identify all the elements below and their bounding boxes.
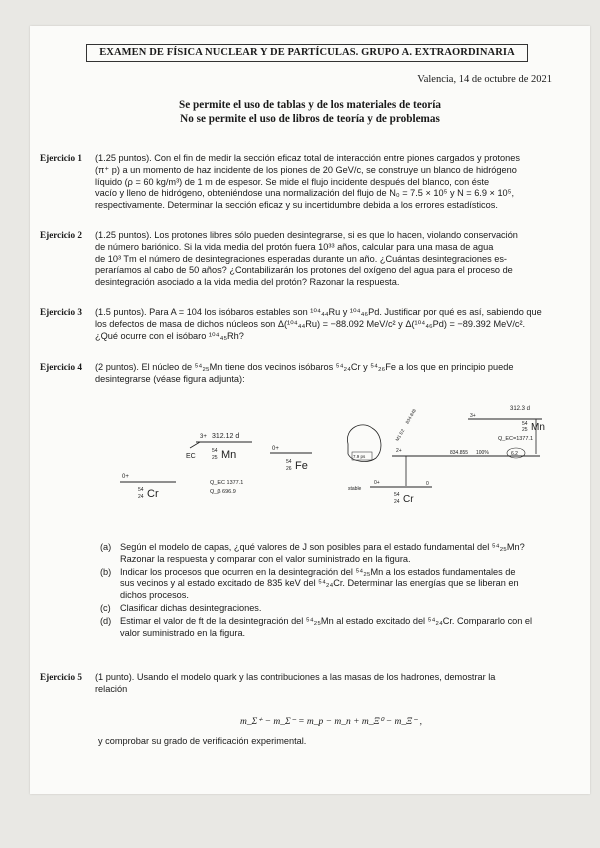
exercise-text-line: de 10³ Tm el número de desintegraciones esperadas durante un año. ¿Cuántas desintegraciones es- <box>95 253 507 264</box>
exercise-text-line: los defectos de masa de dichos núcleos son Δ(¹⁰⁴₄₄Ru) = −88.092 MeV/c² y Δ(¹⁰⁴₄₆Pd) = −89.392 MeV/c². <box>95 318 526 329</box>
right-halflife-label: 312.3 d <box>510 406 531 412</box>
exercise-label: Ejercicio 5 <box>40 672 82 682</box>
exercise-5 <box>40 672 554 696</box>
exercise-text-line: líquido (ρ = 60 kg/m³) de 1 m de espesor. Se mide el flujo incidente después del blanco, con éste <box>95 176 490 187</box>
note-not-allowed: No se permite el uso de libros de teoría y de problemas <box>180 113 440 125</box>
sub-item-line: dichos procesos. <box>120 590 189 601</box>
exercise-text-line: respectivamente. Determinar la sección eficaz y su incertidumbre debida a los errores estadísticos. <box>95 200 498 211</box>
decay-scheme-figure <box>100 398 560 518</box>
sub-item-line: sus vecinos y al estado excitado de 835 keV del ⁵⁴₂₄Cr. Determinar las energías que se liberan en <box>120 578 519 589</box>
exercise-1 <box>40 153 554 212</box>
exercise-text-line: peraríamos al cabo de 50 años? ¿Contabilizarán los protones del oxígeno del agua para el proceso de <box>95 265 513 276</box>
cr-mass-number: 54 <box>138 487 144 493</box>
fe-spin-label: 0+ <box>272 446 279 452</box>
exercise-text-line: vacío y lleno de hidrógeno, obteniéndose una normalización del flujo de N₀ = 7.5 × 10⁵ y N = 6.9 × 10⁵, <box>95 188 515 199</box>
sub-item-key: (b) <box>100 566 112 577</box>
sub-item-key: (c) <box>100 602 111 613</box>
exercise-label: Ejercicio 1 <box>40 153 82 163</box>
qbeta-label: Q_β 696.9 <box>210 489 236 495</box>
exercise-4-items <box>98 542 556 640</box>
mn-spin-label: 3+ <box>200 434 207 440</box>
fe-mass-number: 54 <box>286 459 292 465</box>
right-mn-spin: 3+ <box>470 413 476 419</box>
fe-symbol: Fe <box>295 460 308 472</box>
right-multipolarity: M1 E2 <box>394 428 406 442</box>
exam-title: EXAMEN DE FÍSICA NUCLEAR Y DE PARTÍCULAS. GRUPO A. EXTRAORDINARIA <box>86 44 528 62</box>
right-branch-percent: 100% <box>476 450 489 456</box>
exercise-label: Ejercicio 4 <box>40 362 82 372</box>
note-allowed: Se permite el uso de tablas y de los materiales de teoría <box>179 99 441 111</box>
exercise-text-line: Para A = 104 los isóbaros estables son ¹⁰⁴₄₄Ru y ¹⁰⁴₄₆Pd. Justificar por qué es así, sabiendo que <box>149 307 542 317</box>
sub-item-key: (d) <box>100 615 112 626</box>
right-mn-z: 25 <box>522 427 528 433</box>
sub-item-line: valor suministrado en la figura. <box>120 627 246 638</box>
sub-item-line: Clasificar dichas desintegraciones. <box>120 602 262 613</box>
sub-item-line: Estimar el valor de ft de la desintegración del ⁵⁴₂₅Mn al estado excitado del ⁵⁴₂₄Cr. Compararlo con el <box>120 615 533 626</box>
cr-atomic-number: 24 <box>138 494 144 500</box>
sub-item-line: Según el modelo de capas, ¿qué valores de J son posibles para el estado fundamental del ⁵⁴₂₅Mn? <box>120 542 525 552</box>
ec-label: EC <box>186 453 196 460</box>
exercise-points: (2 puntos). <box>95 362 139 372</box>
qec-label: Q_EC 1377.1 <box>210 480 244 486</box>
right-cr-ground: 0 <box>426 481 429 487</box>
exercise-points: (1 punto). <box>95 672 135 682</box>
right-cr-spin: 0+ <box>374 480 380 486</box>
exercise-3 <box>40 307 554 342</box>
exercise-2 <box>40 230 554 289</box>
exercise-label: Ejercicio 3 <box>40 307 82 317</box>
mass-relation-equation: m_Σ⁺ − m_Σ⁻ = m_p − m_n + m_Ξ⁰ − m_Ξ⁻ , <box>240 717 423 727</box>
mn-atomic-number: 25 <box>212 455 218 461</box>
sub-item <box>98 567 556 602</box>
exercise-text-line: (π⁺ p) a un momento de haz incidente de los piones de 20 GeV/c, se construye un blanco de hidrógeno <box>95 164 517 175</box>
right-cr-z: 24 <box>394 499 400 505</box>
exercise-text-line: El núcleo de ⁵⁴₂₅Mn tiene dos vecinos isóbaros ⁵⁴₂₄Cr y ⁵⁴₂₆Fe a los que en principio puede <box>141 362 514 372</box>
exercise-text-line: Con el fin de medir la sección eficaz total de interacción entre piones cargados y protones <box>154 153 520 163</box>
right-logft: 6.2 <box>511 451 518 457</box>
exam-date: Valencia, 14 de octubre de 2021 <box>417 74 552 85</box>
cr-symbol: Cr <box>147 488 159 500</box>
sub-item-line: Razonar la respuesta y comparar con el valor suministrado en la figura. <box>120 553 411 564</box>
exercise-text-line: desintegración asociado a la vida media del protón? Razonar la respuesta. <box>95 277 400 288</box>
sub-item <box>98 542 556 566</box>
right-stable-label: stable <box>348 486 362 492</box>
exercise-points: (1.25 puntos). <box>95 230 152 240</box>
exercise-points: (1.5 puntos). <box>95 307 147 317</box>
exercise-text-line: desintegrarse (véase figura adjunta): <box>95 373 245 384</box>
exercise-4 <box>40 362 554 386</box>
sub-item-key: (a) <box>100 542 112 552</box>
mn-halflife-label: 312.12 d <box>212 433 240 440</box>
right-qec-label: Q_EC=1377.1 <box>498 436 534 442</box>
exercise-label: Ejercicio 2 <box>40 230 82 240</box>
mn-mass-number: 54 <box>212 448 218 454</box>
sub-item-line: Indicar los procesos que ocurren en la desintegración del ⁵⁴₂₅Mn a los estados fundamentales de <box>120 566 516 577</box>
right-mn-mass: 54 <box>522 421 528 427</box>
exam-notes <box>100 98 520 126</box>
exercise-text-line: y comprobar su grado de verificación experimental. <box>98 736 307 746</box>
right-cr-symbol: Cr <box>403 494 414 505</box>
sub-item <box>98 616 556 640</box>
exercise-text-line: de número bariónico. Si la vida media del protón fuera 10³³ años, calcular para una masa de agua <box>95 241 494 252</box>
exercise-text-line: Usando el modelo quark y las contribuciones a las masas de los hadrones, demostrar la <box>136 672 496 682</box>
right-mn-symbol: Mn <box>531 422 545 433</box>
right-gamma-spin: 2+ <box>396 448 402 454</box>
right-ps-label: 7.9 ps <box>353 454 366 459</box>
mn-symbol: Mn <box>221 449 237 461</box>
right-gamma-energy: 834.848 <box>404 408 418 425</box>
exercise-text-line: Los protones libres sólo pueden desintegrarse, si es que lo hacen, violando conservación <box>154 230 518 240</box>
exercise-text-line: ¿Qué ocurre con el isóbaro ¹⁰⁴₄₅Rh? <box>95 330 244 341</box>
right-cr-mass: 54 <box>394 492 400 498</box>
exercise-points: (1.25 puntos). <box>95 153 152 163</box>
fe-atomic-number: 26 <box>286 466 292 472</box>
right-level-energy: 834.855 <box>450 450 469 456</box>
exercise-text-line: relación <box>95 683 128 694</box>
cr-spin-label: 0+ <box>122 474 129 480</box>
sub-item <box>98 603 556 615</box>
